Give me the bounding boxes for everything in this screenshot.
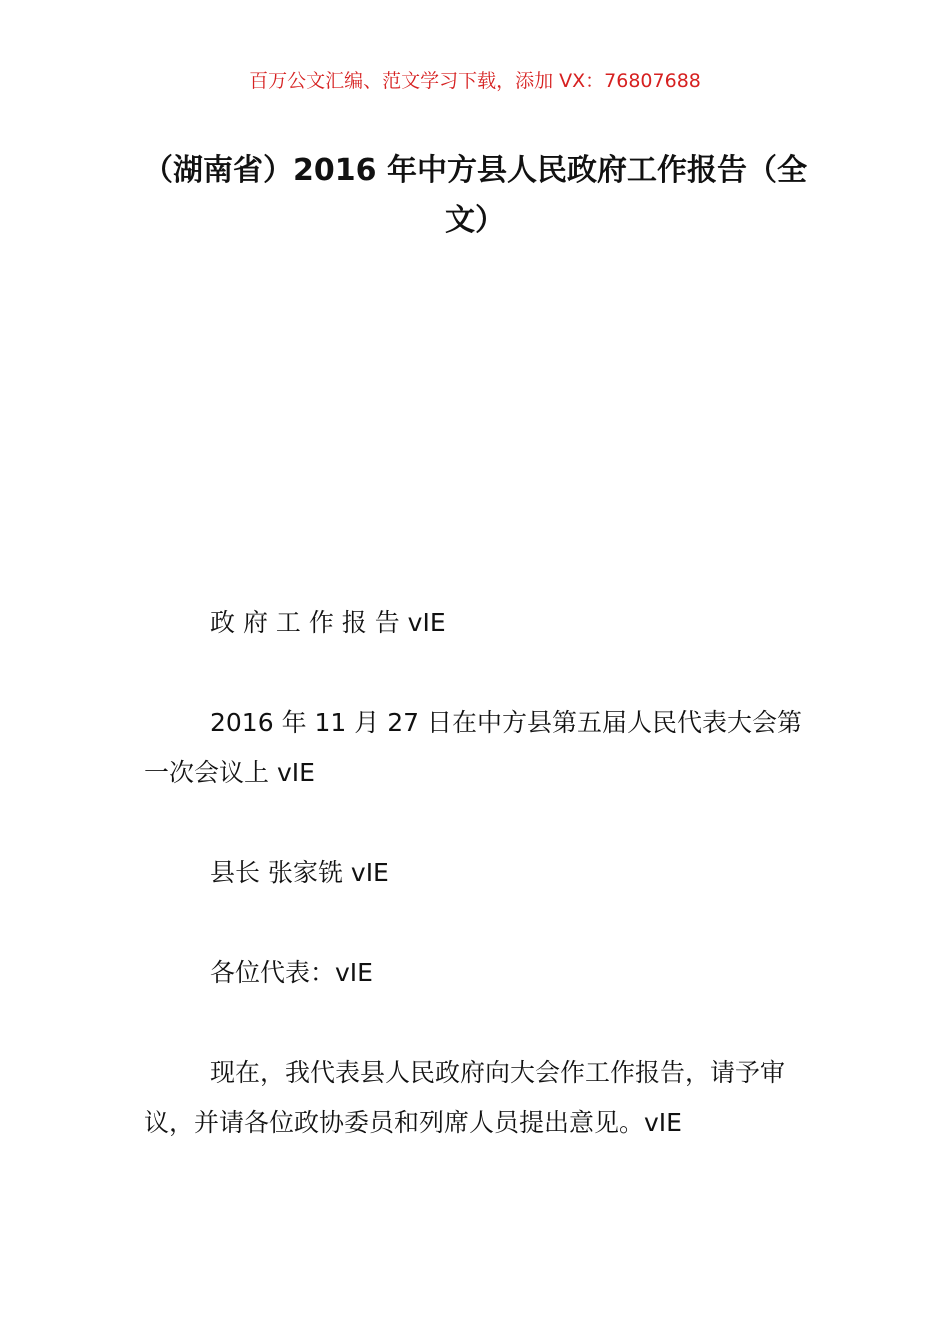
document-title: （湖南省）2016 年中方县人民政府工作报告（全文） xyxy=(143,153,807,238)
opening-paragraph: 现在，我代表县人民政府向大会作工作报告，请予审议，并请各位政协委员和列席人员提出意见。vIE xyxy=(144,1058,786,1137)
salutation-paragraph: 各位代表：vIE xyxy=(210,958,373,987)
speaker-paragraph: 县长 张家铣 vIE xyxy=(210,858,389,887)
header-note: 百万公文汇编、范文学习下载，添加 VX：76807688 xyxy=(249,70,701,92)
meeting-date-paragraph: 2016 年 11 月 27 日在中方县第五届人民代表大会第一次会议上 vIE xyxy=(144,708,802,787)
report-heading-paragraph: 政 府 工 作 报 告 vIE xyxy=(210,608,446,637)
document-body xyxy=(144,598,809,1198)
